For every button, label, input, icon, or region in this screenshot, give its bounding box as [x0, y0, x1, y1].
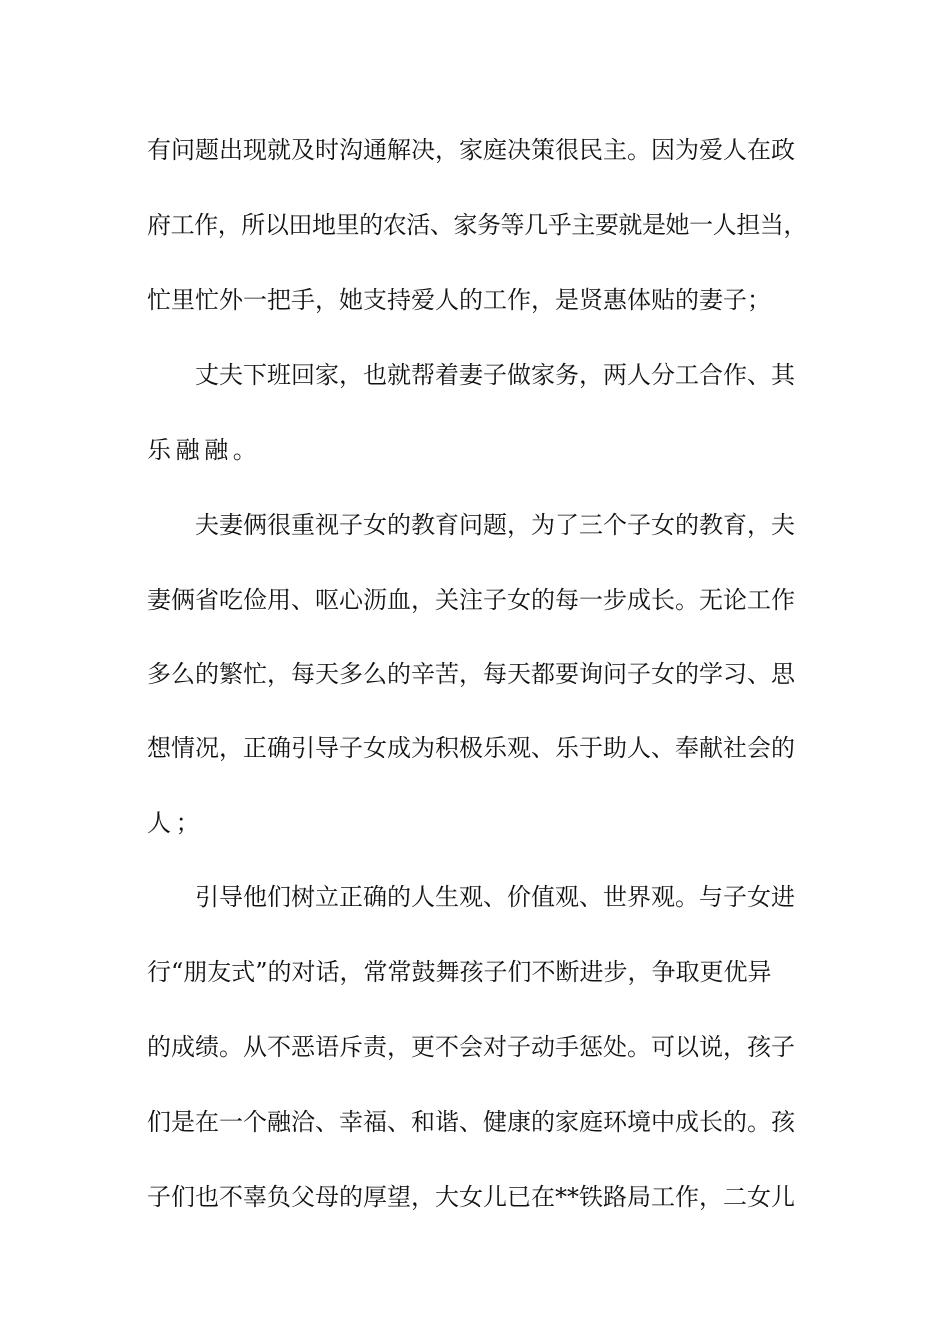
text-line-11: 引导他们树立正确的人生观、价值观、世界观。与子女进	[195, 883, 795, 911]
text-line-2: 府工作，所以田地里的农活、家务等几乎主要就是她一人担当，	[147, 211, 807, 239]
text-line-15: 子们也不辜负父母的厚望，大女儿已在**铁路局工作，二女儿	[147, 1183, 795, 1211]
text-line-12: 行“朋友式”的对话，常常鼓舞孩子们不断进步，争取更优异	[147, 958, 772, 986]
text-line-7: 妻俩省吃俭用、呕心沥血，关注子女的每一步成长。无论工作	[147, 586, 795, 614]
text-line-5: 乐融融。	[147, 436, 262, 464]
text-line-3: 忙里忙外一把手，她支持爱人的工作，是贤惠体贴的妻子；	[147, 286, 771, 314]
text-line-4: 丈夫下班回家，也就帮着妻子做家务，两人分工合作、其	[195, 361, 795, 389]
text-line-10: 人；	[147, 809, 205, 837]
text-line-1: 有问题出现就及时沟通解决，家庭决策很民主。因为爱人在政	[147, 136, 795, 164]
text-line-14: 们是在一个融洽、幸福、和谐、健康的家庭环境中成长的。孩	[147, 1108, 795, 1136]
text-line-8: 多么的繁忙，每天多么的辛苦，每天都要询问子女的学习、思	[147, 660, 795, 688]
text-line-9: 想情况，正确引导子女成为积极乐观、乐于助人、奉献社会的	[147, 734, 795, 762]
text-line-6: 夫妻俩很重视子女的教育问题，为了三个子女的教育，夫	[195, 511, 795, 539]
text-line-13: 的成绩。从不恶语斥责，更不会对子动手惩处。可以说，孩子	[147, 1033, 795, 1061]
